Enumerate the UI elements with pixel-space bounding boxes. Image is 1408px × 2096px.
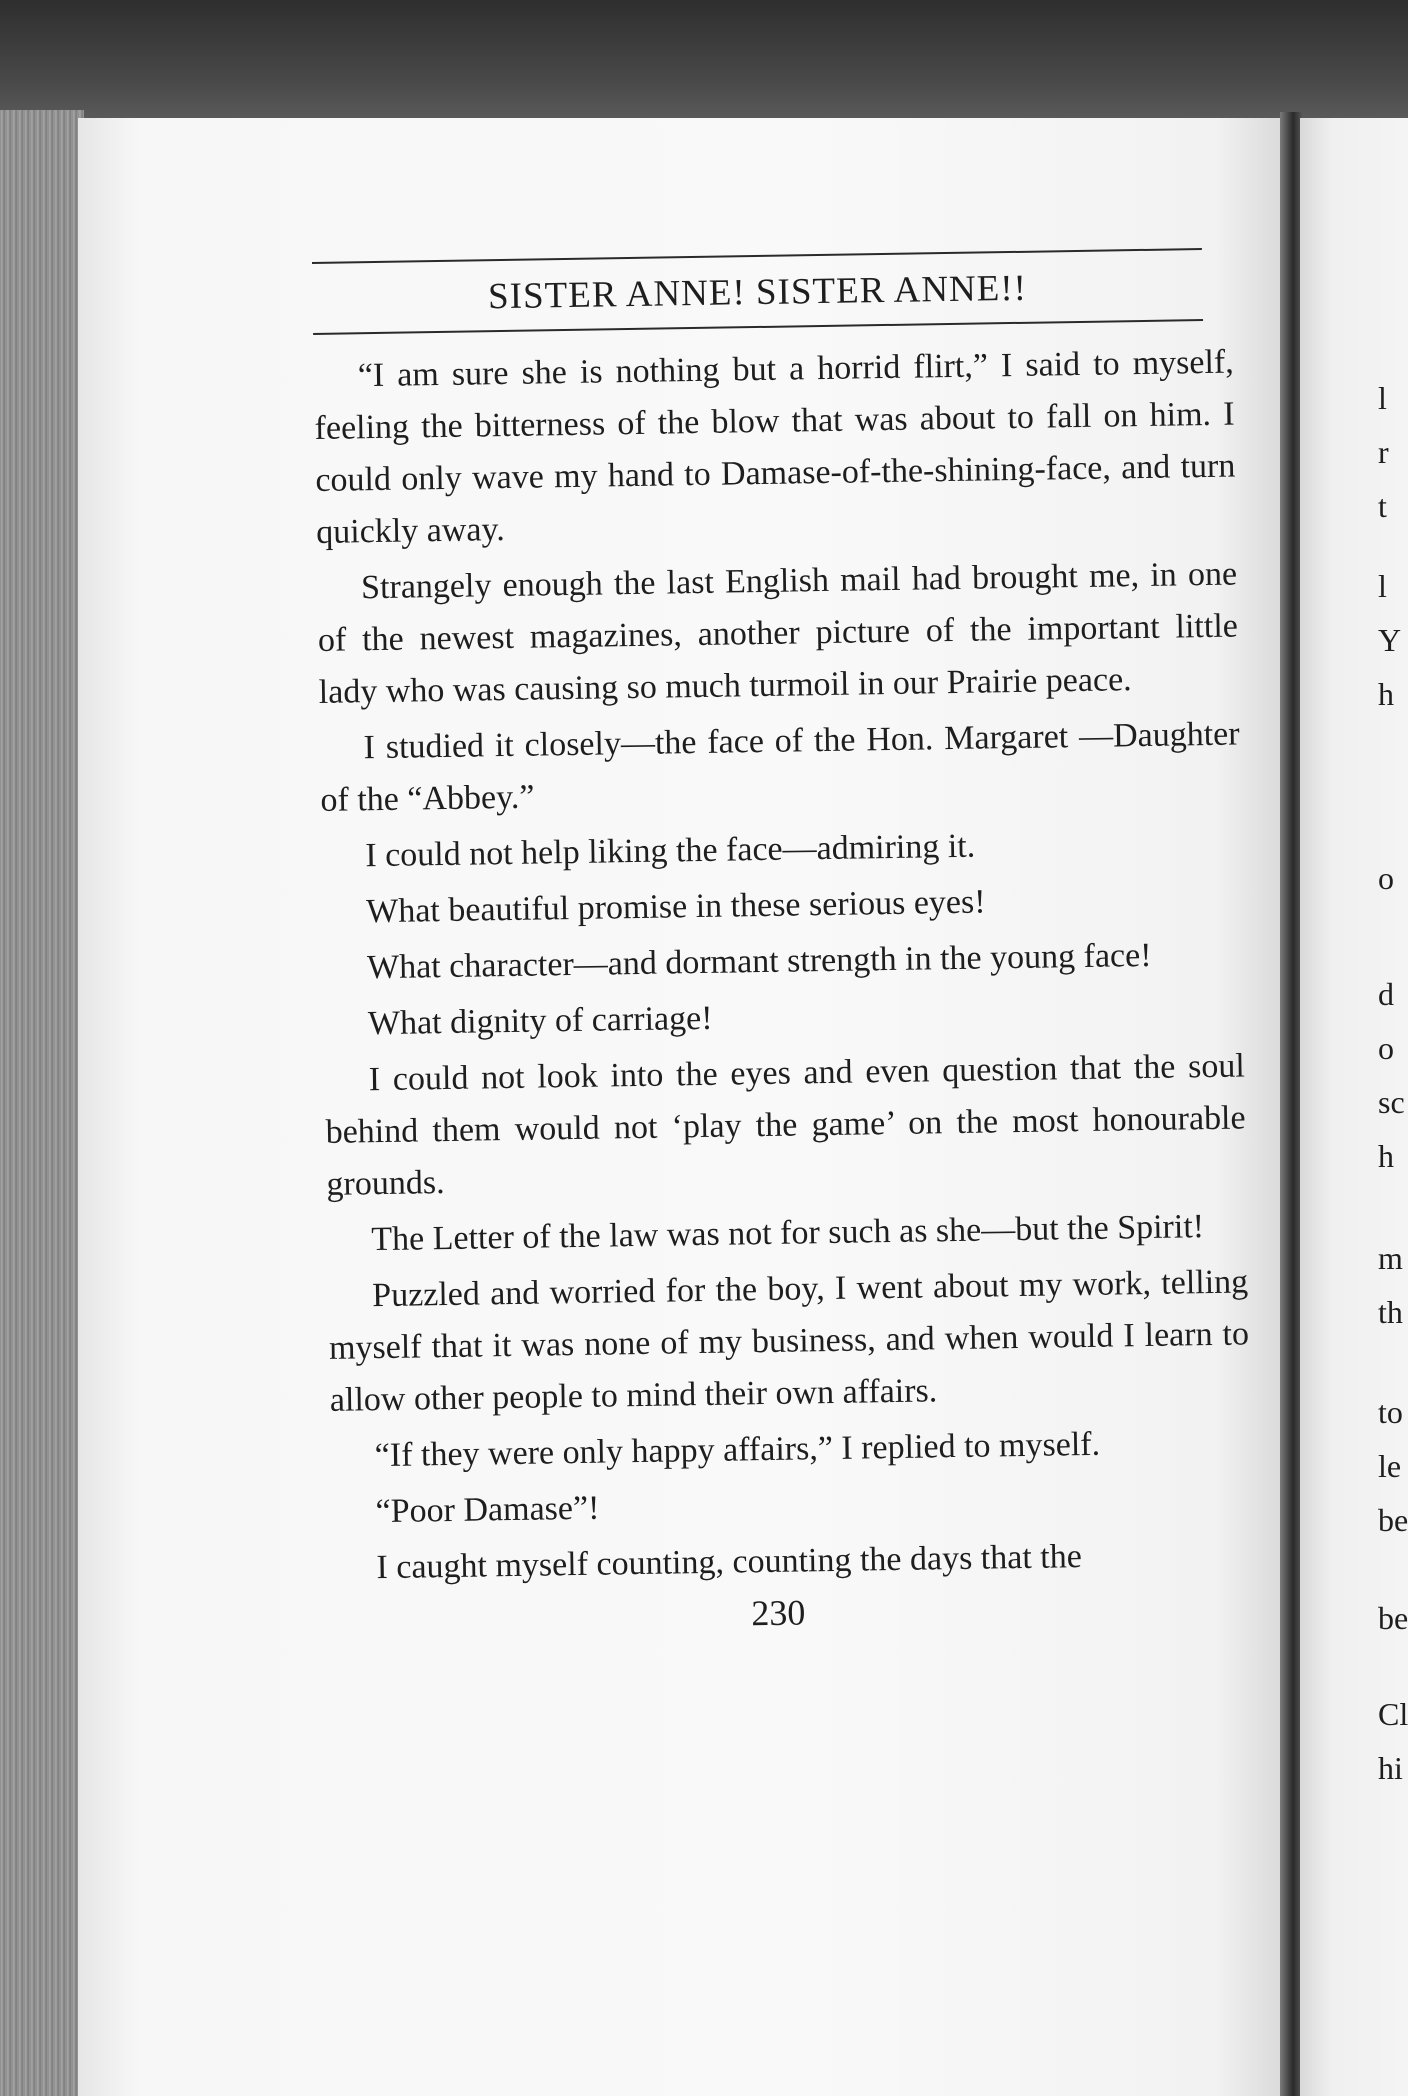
paragraph: “If they were only happy affairs,” I replied to myself. [374,1425,1101,1475]
fragment: hi [1378,1750,1403,1786]
fragment: be [1378,1600,1408,1636]
fragment: l [1378,380,1387,416]
fragment: m [1378,1240,1403,1276]
fragment: le [1378,1448,1402,1484]
paragraph: What character—and dormant strength in the young face! [366,936,1152,987]
fragment: t [1378,488,1387,524]
paragraph: What dignity of carriage! [367,999,713,1043]
fragment: Cl [1378,1696,1408,1732]
paragraph: What beautiful promise in these serious eyes! [365,883,986,931]
book-page-edges [0,110,84,2096]
body-text [313,337,1252,1595]
fragment: l [1378,568,1387,604]
fragment: th [1378,1294,1403,1330]
paragraph: Puzzled and worried for the boy, I went about my work, telling myself that it was none of my business, and when would I learn to allow other people to mind their own affairs. [328,1263,1250,1419]
scanner-background [0,0,1408,120]
fragment: d [1378,976,1394,1012]
fragment: r [1378,434,1389,470]
paragraph: Strangely enough the last English mail had brought me, in one of the newest magazines, another picture of the important little lady who was causing so much turmoil in our Prairie peace. [317,555,1239,711]
paragraph: I could not look into the eyes and even question that the soul behind them would not ‘play the game’ on the most honourable grounds. [325,1047,1246,1203]
paragraph: I could not help liking the face—admiring it. [365,827,976,875]
book-gutter [1280,112,1302,2096]
fragment: sc [1378,1084,1405,1120]
paragraph: The Letter of the law was not for such as she—but the Spirit! [371,1208,1205,1259]
paragraph: “Poor Damase”! [375,1489,600,1531]
fragment: h [1378,1138,1394,1174]
fragment: to [1378,1394,1403,1430]
paragraph: I caught myself counting, counting the days that the [376,1538,1083,1587]
page-content [312,248,1254,1641]
fragment: Y [1378,622,1402,658]
fragment: o [1378,860,1394,896]
paragraph: “I am sure she is nothing but a horrid flirt,” I said to myself, feeling the bitterness of the blow that was about to fall on him. I could only wave my hand to Damase-of-the-shining-face, and turn quickly away. [314,343,1236,551]
paragraph: I studied it closely—the face of the Hon. Margaret —Daughter of the “Abbey.” [320,715,1240,819]
running-head: SISTER ANNE! SISTER ANNE!! [487,267,1028,318]
fragment: h [1378,676,1394,712]
fragment: be [1378,1502,1408,1538]
fragment: o [1378,1030,1394,1066]
header-rule-bottom [313,319,1203,335]
page-number: 230 [750,1592,806,1634]
